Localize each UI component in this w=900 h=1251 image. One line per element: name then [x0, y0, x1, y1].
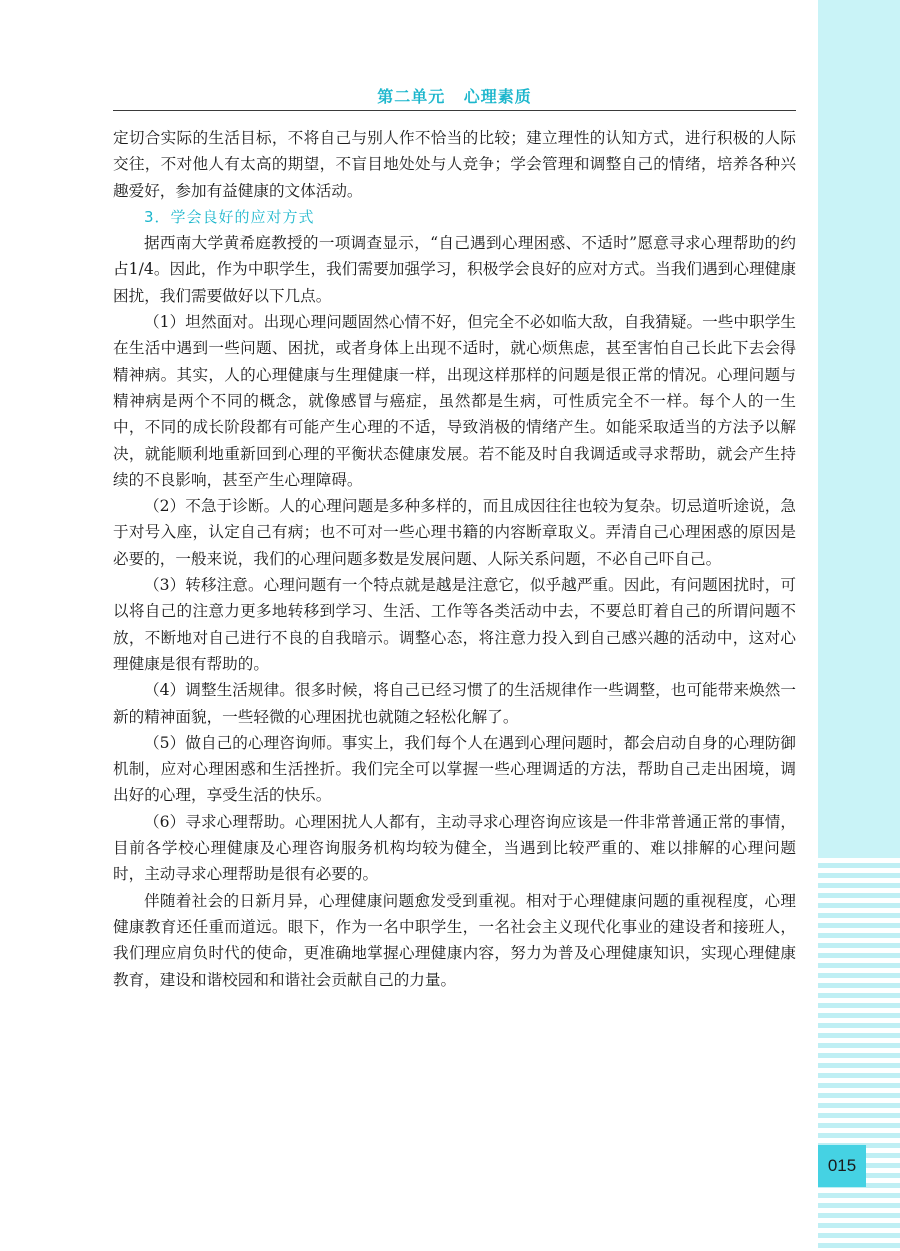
- paragraph-item-2: （2）不急于诊断。人的心理问题是多种多样的，而且成因往往也较为复杂。切忌道听途说，急于对号入座，认定自己有病；也不可对一些心理书籍的内容断章取义。弄清自己心理困惑的原因是必要的，一般来说，我们的心理问题多数是发展问题、人际关系问题，不必自己吓自己。: [113, 497, 796, 568]
- page-header-title: 第二单元 心理素质: [377, 87, 532, 106]
- side-stripe-pattern: [818, 858, 900, 1251]
- header-divider: [113, 110, 796, 111]
- paragraph-item-3: （3）转移注意。心理问题有一个特点就是越是注意它，似乎越严重。因此，有问题困扰时，可以将自己的注意力更多地转移到学习、生活、工作等各类活动中去，不要总盯着自己的所谓问题不放，不断地对自己进行不良的自我暗示。调整心态，将注意力投入到自己感兴趣的活动中，这对心理健康是很有帮助的。: [113, 576, 796, 673]
- paragraph-item-6: （6）寻求心理帮助。心理困扰人人都有，主动寻求心理咨询应该是一件非常普通正常的事情，目前各学校心理健康及心理咨询服务机构均较为健全，当遇到比较严重的、难以排解的心理问题时，主动寻求心理帮助是很有必要的。: [113, 812, 796, 884]
- paragraph-continued: 定切合实际的生活目标，不将自己与别人作不恰当的比较；建立理性的认知方式，进行积极的人际交往，不对他人有太高的期望，不盲目地处处与人竞争；学会管理和调整自己的情绪，培养各种兴趣爱好，参加有益健康的文体活动。: [113, 129, 796, 200]
- paragraph-item-4: （4）调整生活规律。很多时候，将自己已经习惯了的生活规律作一些调整，也可能带来焕然一新的精神面貌，一些轻微的心理困扰也就随之轻松化解了。: [113, 681, 796, 726]
- paragraph-conclusion: 伴随着社会的日新月异，心理健康问题愈发受到重视。相对于心理健康问题的重视程度，心理健康教育还任重而道远。眼下，作为一名中职学生，一名社会主义现代化事业的建设者和接班人，我们理应肩负时代的使命，更准确地掌握心理健康内容，努力为普及心理健康知识，实现心理健康教育，建设和谐校园和和谐社会贡献自己的力量。: [113, 891, 796, 989]
- section-heading: 3．学会良好的应对方式: [144, 207, 315, 226]
- page-body: [113, 125, 796, 993]
- paragraph-item-1: （1）坦然面对。出现心理问题固然心情不好，但完全不必如临大敌，自我猜疑。一些中职学生在生活中遇到一些问题、困扰，或者身体上出现不适时，就心烦焦虑，甚至害怕自己长此下去会得精神病。其实，人的心理健康与生理健康一样，出现这样那样的问题是很正常的情况。心理问题与精神病是两个不同的概念，就像感冒与癌症，虽然都是生病，可性质完全不一样。每个人的一生中，不同的成长阶段都有可能产生心理的不适，导致消极的情绪产生。如能采取适当的方法予以解决，就能顺利地重新回到心理的平衡状态健康发展。若不能及时自我调适或寻求帮助，就会产生持续的不良影响，甚至产生心理障碍。: [113, 313, 796, 489]
- paragraph-item-5: （5）做自己的心理咨询师。事实上，我们每个人在遇到心理问题时，都会启动自身的心理防御机制，应对心理困惑和生活挫折。我们完全可以掌握一些心理调适的方法，帮助自己走出困境，调出好的心理，享受生活的快乐。: [113, 733, 796, 805]
- paragraph-intro: 据西南大学黄希庭教授的一项调查显示，“自己遇到心理困惑、不适时”愿意寻求心理帮助的约占1/4。因此，作为中职学生，我们需要加强学习，积极学会良好的应对方式。当我们遇到心理健康困扰，我们需要做好以下几点。: [113, 234, 796, 305]
- page-number: 015: [818, 1145, 866, 1187]
